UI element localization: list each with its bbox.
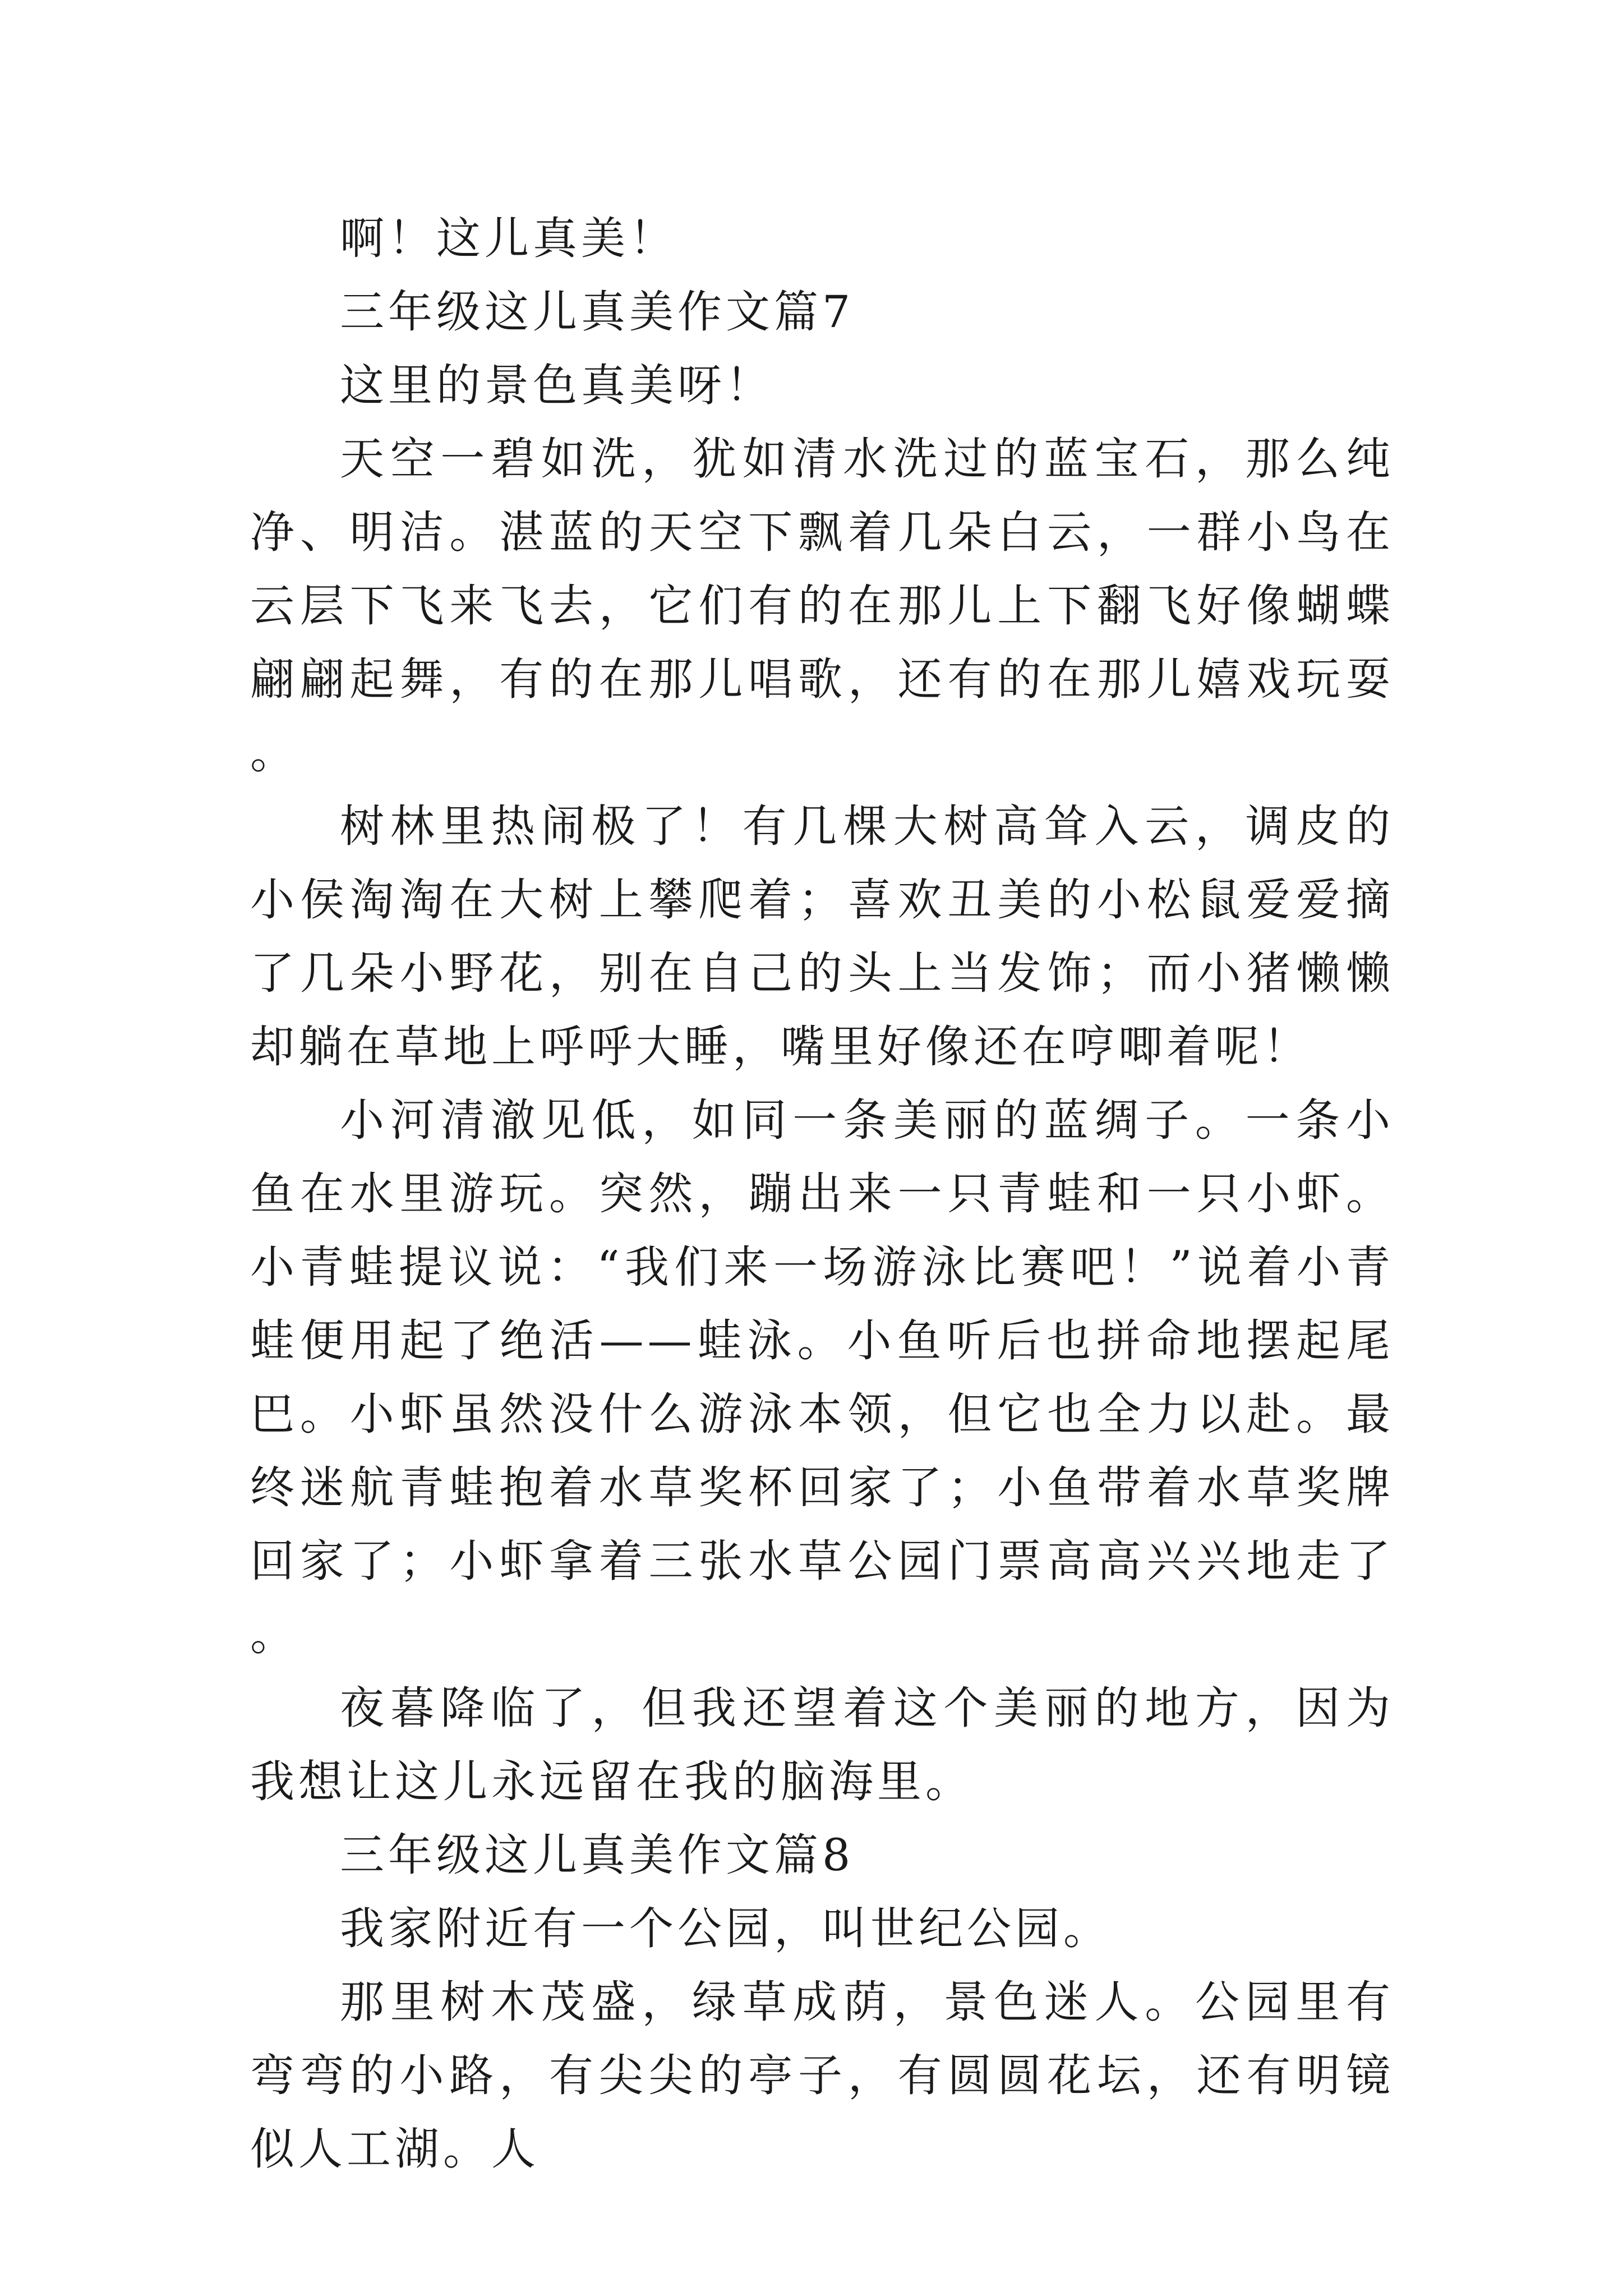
paragraph-intro: 这里的景色真美呀！ xyxy=(340,360,774,411)
paragraph-sky: 天空一碧如洗，犹如清水洗过的蓝宝石，那么纯净、明洁。湛蓝的天空下飘着几朵白云，一群小鸟在云层下飞来飞去，它们有的在那儿上下翻飞好像蝴蝶翩翩起舞，有的在那儿唱歌，还有的在那儿嬉戏玩耍。 xyxy=(250,433,1394,779)
paragraph-park-scenery: 那里树木茂盛，绿草成荫，景色迷人。公园里有弯弯的小路，有尖尖的亭子，有圆圆花坛，还有明镜似人工湖。人 xyxy=(250,1976,1394,2175)
document-body xyxy=(250,202,1394,2186)
paragraph-forest: 树林里热闹极了！有几棵大树高耸入云，调皮的小侯淘淘在大树上攀爬着；喜欢丑美的小松鼠爱爱摘了几朵小野花，别在自己的头上当发饰；而小猪懒懒却躺在草地上呼呼大睡，嘴里好像还在哼唧着呢！ xyxy=(250,800,1394,1073)
paragraph-river: 小河清澈见低，如同一条美丽的蓝绸子。一条小鱼在水里游玩。突然，蹦出来一只青蛙和一只小虾。小青蛙提议说：“我们来一场游泳比赛吧！”说着小青蛙便用起了绝活——蛙泳。小鱼听后也拼命地摆起尾巴。小虾虽然没什么游泳本领，但它也全力以赴。最终迷航青蛙抱着水草奖杯回家了；小鱼带着水草奖牌回家了；小虾拿着三张水草公园门票高高兴兴地走了。 xyxy=(250,1094,1394,1660)
section-heading-8: 三年级这儿真美作文篇8 xyxy=(340,1829,855,1881)
section-heading-7: 三年级这儿真美作文篇7 xyxy=(340,286,855,338)
paragraph-nightfall: 夜暮降临了，但我还望着这个美丽的地方，因为我想让这儿永远留在我的脑海里。 xyxy=(250,1682,1394,1807)
paragraph-park-intro: 我家附近有一个公园，叫世纪公园。 xyxy=(340,1903,1112,1954)
paragraph-exclamation: 啊！这儿真美！ xyxy=(340,213,677,264)
